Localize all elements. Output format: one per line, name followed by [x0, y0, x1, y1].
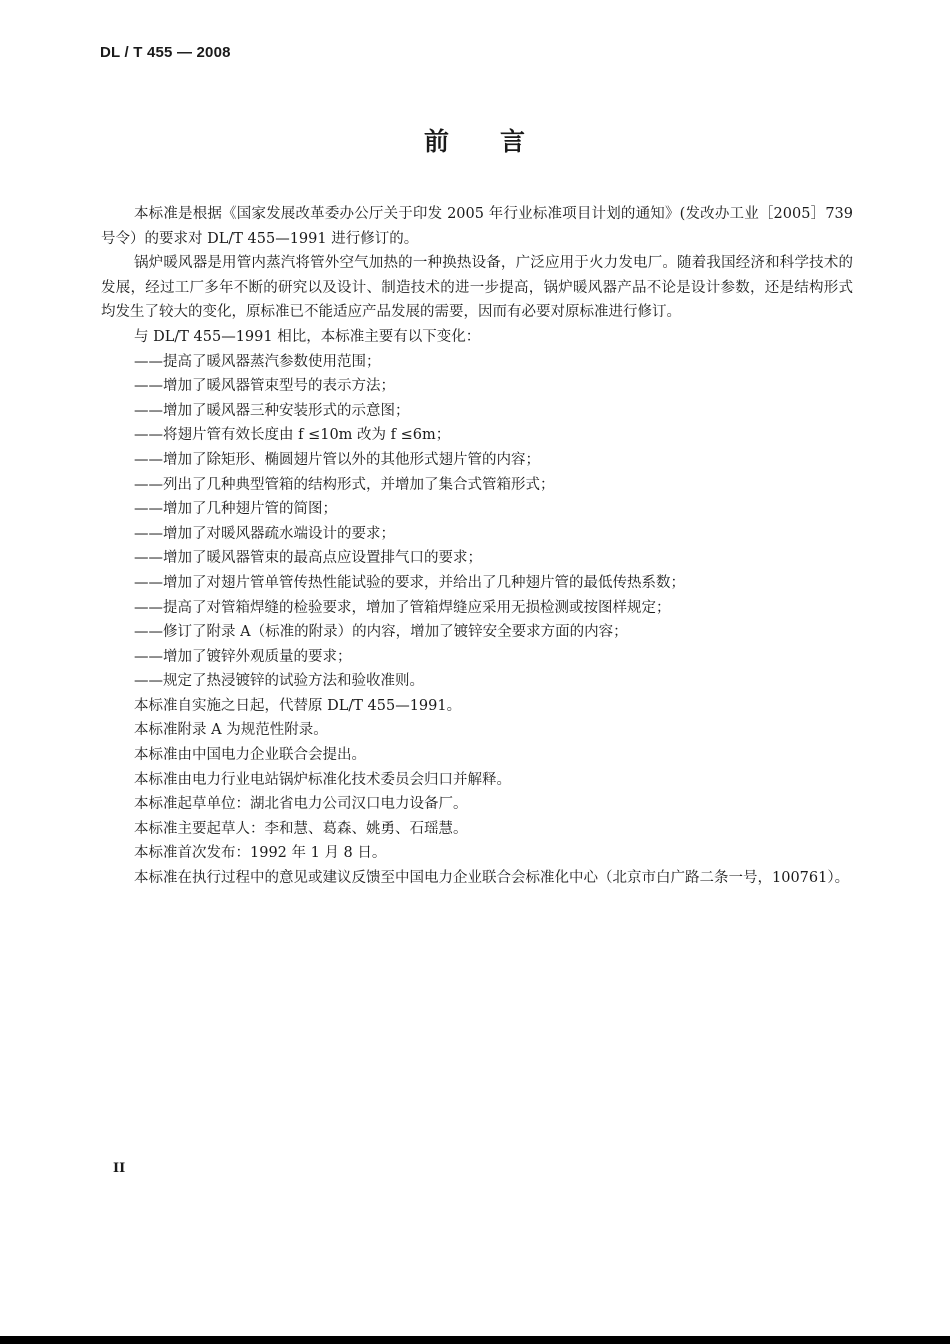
page-title: [0, 122, 950, 158]
paragraph-feedback: 本标准在执行过程中的意见或建议反馈至中国电力企业联合会标准化中心（北京市白广路二条一号，100761）。: [134, 870, 850, 887]
paragraph-background: 锅炉暖风器是用管内蒸汽将管外空气加热的一种换热设备，广泛应用于火力发电厂。随着我国经济和科学技术的发展，经过工厂多年不断的研究以及设计、制造技术的进一步提高，锅炉暖风器产品不论是设计参数，还是结构形式均发生了较大的变化，原标准已不能适应产品发展的需要，因而有必要对原标准进行修订。: [101, 255, 853, 321]
change-item: ——增加了暖风器三种安装形式的示意图；: [134, 402, 410, 419]
paragraph-replaces: 本标准自实施之日起，代替原 DL/T 455—1991。: [134, 697, 462, 714]
change-item: ——增加了除矩形、椭圆翅片管以外的其他形式翅片管的内容；: [134, 451, 540, 468]
document-code: DL / T 455 — 2008: [100, 44, 231, 61]
paragraph-changes-intro: 与 DL/T 455—1991 相比，本标准主要有以下变化：: [134, 328, 481, 345]
paragraph-drafters: 本标准主要起草人：李和慧、葛森、姚勇、石瑶慧。: [134, 820, 468, 837]
paragraph-managed-by: 本标准由电力行业电站锅炉标准化技术委员会归口并解释。: [134, 771, 511, 788]
title-part-1: 前: [423, 127, 450, 156]
change-item: ——增加了对翅片管单管传热性能试验的要求，并给出了几种翅片管的最低传热系数；: [134, 574, 685, 591]
change-item: ——增加了几种翅片管的简图；: [134, 501, 337, 518]
change-item: ——列出了几种典型管箱的结构形式，并增加了集合式管箱形式；: [134, 476, 555, 493]
change-item: ——规定了热浸镀锌的试验方法和验收准则。: [134, 673, 424, 690]
change-item: ——增加了镀锌外观质量的要求；: [134, 648, 352, 665]
change-item: ——增加了暖风器管束的最高点应设置排气口的要求；: [134, 550, 482, 567]
change-item: ——提高了暖风器蒸汽参数使用范围；: [134, 353, 381, 370]
change-item: ——增加了暖风器管束型号的表示方法；: [134, 378, 395, 395]
paragraph-intro: 本标准是根据《国家发展改革委办公厅关于印发 2005 年行业标准项目计划的通知》(发改办工业［2005］739 号令）的要求对 DL/T 455—1991 进行修订的。: [101, 206, 853, 247]
body-text: [101, 202, 853, 891]
change-item: ——将翅片管有效长度由 f ≤10m 改为 f ≤6m；: [134, 427, 451, 444]
change-item: ——提高了对管箱焊缝的检验要求，增加了管箱焊缝应采用无损检测或按图样规定；: [134, 599, 671, 616]
page-number: II: [113, 1161, 126, 1176]
bottom-rule: [0, 1336, 950, 1344]
change-item: ——修订了附录 A（标准的附录）的内容，增加了镀锌安全要求方面的内容；: [134, 624, 628, 641]
paragraph-proposed-by: 本标准由中国电力企业联合会提出。: [134, 747, 366, 764]
change-item: ——增加了对暖风器疏水端设计的要求；: [134, 525, 395, 542]
paragraph-drafting-unit: 本标准起草单位：湖北省电力公司汉口电力设备厂。: [134, 796, 468, 813]
paragraph-appendix: 本标准附录 A 为规范性附录。: [134, 722, 328, 739]
paragraph-first-release: 本标准首次发布：1992 年 1 月 8 日。: [134, 845, 387, 862]
title-part-2: 言: [500, 127, 527, 156]
